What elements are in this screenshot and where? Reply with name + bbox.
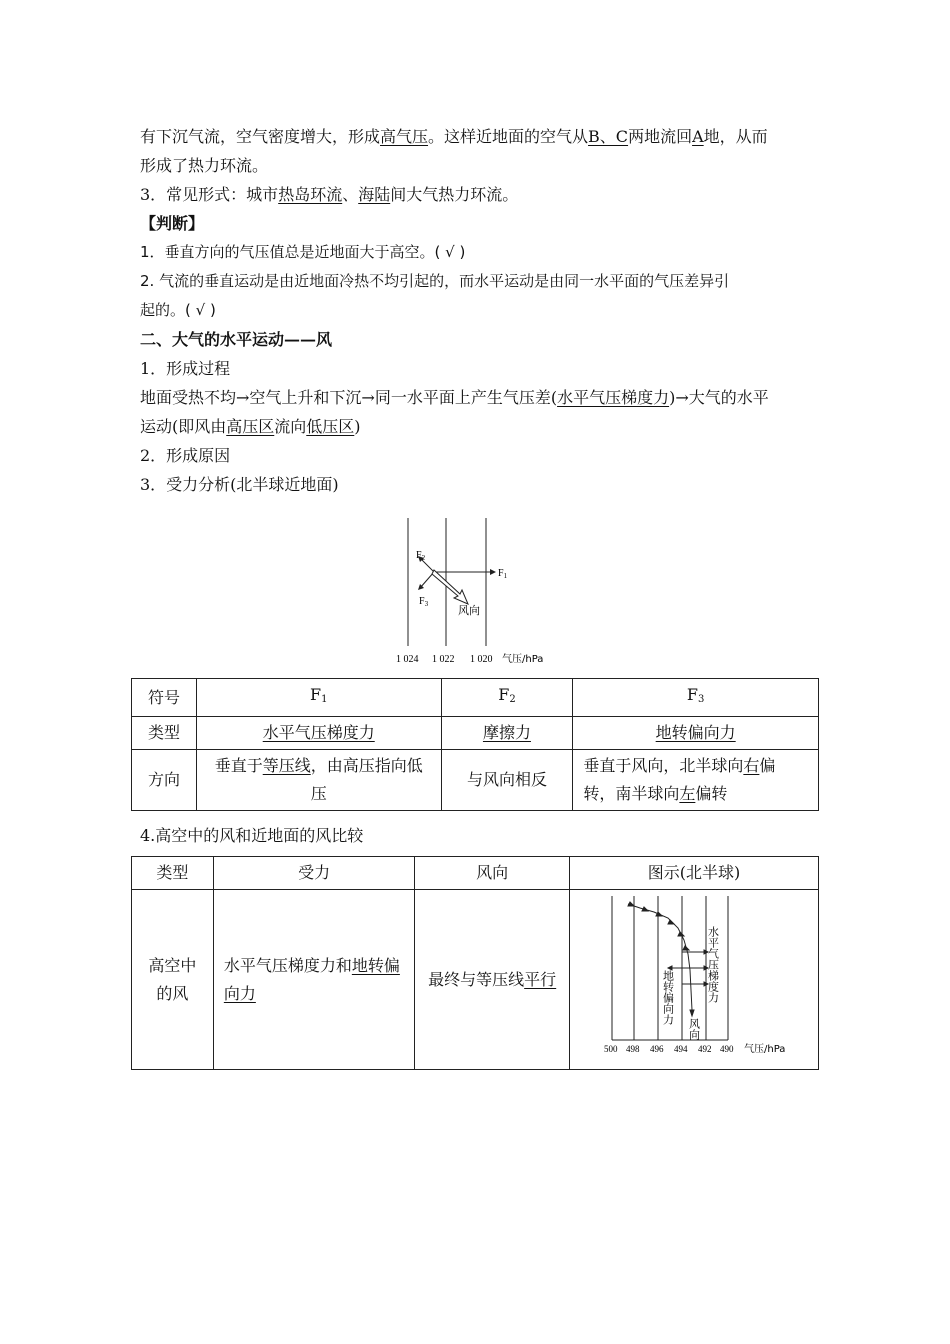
label-coriolis: 地转偏向力 [661, 970, 675, 1025]
judge-title: 【判断】 [140, 214, 205, 233]
cell: $F_1$ [196, 679, 441, 717]
label-wind: 风向 [458, 604, 480, 617]
comparison-table [131, 856, 819, 1070]
label-f3: $F_3$ [419, 596, 429, 608]
header-cell: 受力 [213, 857, 415, 890]
document-body [140, 122, 820, 499]
tick-496: 496 [650, 1044, 664, 1054]
tick-494: 494 [674, 1044, 688, 1054]
tick-498: 498 [626, 1044, 640, 1054]
judge-2a: 2. 气流的垂直运动是由近地面冷热不均引起的，而水平运动是由同一水平面的气压差异引 [140, 272, 730, 290]
upper-wind-diagram [570, 890, 817, 1060]
cell: $F_3$ [573, 679, 819, 717]
step-3: 3．受力分析(北半球近地面) [140, 475, 339, 494]
cell: 水平气压梯度力 [196, 717, 441, 750]
force-table [131, 678, 819, 811]
header-cell: 类型 [132, 857, 214, 890]
step-1-text-2: 运动(即风由高压区流向低压区) [140, 417, 361, 436]
cell: 类型 [132, 717, 197, 750]
step-1-text: 地面受热不均→空气上升和下沉→同一水平面上产生气压差(水平气压梯度力)→大气的水平 [140, 388, 769, 407]
cell: 水平气压梯度力和地转偏 向力 [213, 890, 415, 1070]
cell [569, 890, 818, 1070]
force-diagram [390, 518, 560, 670]
cell: 垂直于风向，北半球向右偏 转，南半球向左偏转 [573, 750, 819, 811]
tick-492: 492 [698, 1044, 712, 1054]
cell: 符号 [132, 679, 197, 717]
label-pgf: 水平气压梯度力 [706, 926, 720, 1003]
judge-1: 1．垂直方向的气压值总是近地面大于高空。( √ ) [140, 243, 466, 261]
section-2-title: 二、大气的水平运动——风 [140, 330, 333, 349]
cell: $F_2$ [441, 679, 573, 717]
paragraph-1: 有下沉气流，空气密度增大，形成高气压。这样近地面的空气从B、C两地流回A地，从而 [140, 127, 768, 146]
table-row [132, 750, 819, 811]
tick-500: 500 [604, 1044, 618, 1054]
table-row [132, 890, 819, 1070]
table-row [132, 717, 819, 750]
tick-1020: 1 020 [470, 654, 493, 665]
tick-490: 490 [720, 1044, 734, 1054]
cell: 垂直于等压线，由高压指向低 压 [196, 750, 441, 811]
table-row [132, 679, 819, 717]
table-row [132, 857, 819, 890]
wind-arrow [432, 570, 468, 604]
cell: 最终与等压线平行 [415, 890, 570, 1070]
unit-label: 气压/hPa [502, 654, 544, 665]
judge-2b: 起的。( √ ) [140, 301, 216, 319]
paragraph-2: 3．常见形式：城市热岛环流、海陆间大气热力环流。 [140, 185, 519, 204]
cell: 地转偏向力 [573, 717, 819, 750]
label-wind: 风向 [687, 1018, 701, 1040]
step-1: 1．形成过程 [140, 359, 231, 378]
label-f1: $F_1$ [498, 568, 508, 580]
cell: 与风向相反 [441, 750, 573, 811]
cell: 高空中 的风 [132, 890, 214, 1070]
header-cell: 图示(北半球) [569, 857, 818, 890]
paragraph-1b: 形成了热力环流。 [140, 156, 269, 175]
section-4-title: 4.高空中的风和近地面的风比较 [140, 826, 364, 845]
cell: 方向 [132, 750, 197, 811]
label-f2: $F_2$ [416, 550, 426, 562]
cell: 摩擦力 [441, 717, 573, 750]
header-cell: 风向 [415, 857, 570, 890]
tick-1022: 1 022 [432, 654, 455, 665]
step-2: 2．形成原因 [140, 446, 231, 465]
unit-label: 气压/hPa [744, 1044, 786, 1055]
tick-1024: 1 024 [396, 654, 419, 665]
